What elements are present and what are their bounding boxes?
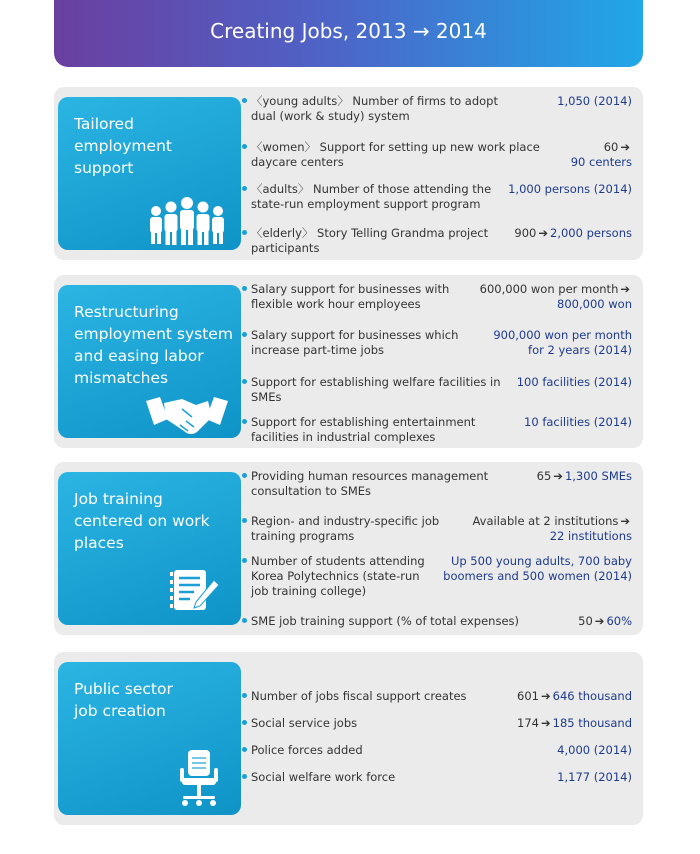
arrow-right-icon: ➔ bbox=[620, 514, 630, 528]
list-item bbox=[242, 743, 632, 759]
bullet bbox=[242, 558, 247, 563]
item-text: Support for establishing welfare facilities in SMEs bbox=[251, 375, 501, 404]
document-pen-icon bbox=[170, 566, 220, 616]
bullet bbox=[242, 693, 247, 698]
bullet bbox=[242, 747, 247, 752]
bullet bbox=[242, 419, 247, 424]
bullet bbox=[242, 230, 247, 235]
item-text: Support for establishing entertainment facilities in industrial complexes bbox=[251, 415, 476, 444]
bullet bbox=[242, 144, 247, 149]
item-text: Salary support for businesses with flexible work hour employees bbox=[251, 282, 450, 311]
item-text: Police forces added bbox=[251, 743, 363, 757]
list-item bbox=[242, 514, 632, 546]
item-text: Number of jobs fiscal support creates bbox=[251, 689, 467, 703]
section-title: Public sector job creation bbox=[74, 680, 173, 720]
bullet bbox=[242, 473, 247, 478]
list-item bbox=[242, 375, 632, 407]
office-chair-icon bbox=[178, 750, 220, 808]
page-header bbox=[54, 0, 643, 67]
bullet bbox=[242, 720, 247, 725]
item-text: 〈women〉 Support for setting up new work place daycare centers bbox=[251, 140, 540, 169]
item-value: 900,000 won per month for 2 years (2014) bbox=[493, 328, 632, 357]
item-text: 〈elderly〉 Story Telling Grandma project participants bbox=[251, 226, 489, 255]
page-title: Creating Jobs, 2013 → 2014 bbox=[210, 19, 487, 43]
item-value: 100 facilities (2014) bbox=[516, 375, 632, 389]
bullet bbox=[242, 618, 247, 623]
item-text: SME job training support (% of total expenses) bbox=[251, 614, 519, 628]
item-value: 60 ➔ 90 centers bbox=[570, 140, 632, 169]
section-restructuring-employment bbox=[54, 275, 643, 448]
people-group-icon bbox=[146, 197, 228, 247]
section-tile bbox=[58, 97, 241, 250]
arrow-right-icon: ➔ bbox=[538, 226, 548, 240]
item-value: Available at 2 institutions ➔ 22 institutions bbox=[472, 514, 632, 543]
item-text: Social welfare work force bbox=[251, 770, 396, 784]
list-item bbox=[242, 716, 632, 732]
item-text: Region- and industry-specific job training programs bbox=[251, 514, 440, 543]
item-value: 601 ➔ 646 thousand bbox=[517, 689, 632, 703]
item-text: Providing human resources management consultation to SMEs bbox=[251, 469, 489, 498]
arrow-right-icon: ➔ bbox=[541, 689, 551, 703]
list-item bbox=[242, 226, 632, 258]
item-value: 1,177 (2014) bbox=[557, 770, 632, 784]
bullet bbox=[242, 518, 247, 523]
list-item bbox=[242, 770, 632, 786]
list-item bbox=[242, 282, 632, 314]
item-text: Number of students attending Korea Polytechnics (state-run job training college) bbox=[251, 554, 425, 598]
section-public-sector bbox=[54, 652, 643, 825]
section-title: Tailored employment support bbox=[74, 115, 172, 177]
item-value: 1,000 persons (2014) bbox=[508, 182, 632, 196]
section-tile bbox=[58, 472, 241, 625]
item-value: Up 500 young adults, 700 baby boomers and 500 women (2014) bbox=[443, 554, 632, 583]
bullet bbox=[242, 98, 247, 103]
bullet bbox=[242, 379, 247, 384]
item-value: 65 ➔ 1,300 SMEs bbox=[536, 469, 632, 483]
list-item bbox=[242, 94, 632, 126]
arrow-right-icon: ➔ bbox=[553, 469, 563, 483]
bullet bbox=[242, 332, 247, 337]
item-value: 1,050 (2014) bbox=[557, 94, 632, 108]
section-title: Job training centered on work places bbox=[74, 490, 210, 552]
section-title: Restructuring employment system and easing labor mismatches bbox=[74, 303, 233, 387]
list-item bbox=[242, 554, 632, 602]
item-text: 〈young adults〉 Number of firms to adopt dual (work & study) system bbox=[251, 94, 498, 123]
bullet bbox=[242, 186, 247, 191]
item-text: Salary support for businesses which increase part-time jobs bbox=[251, 328, 459, 357]
item-value: 10 facilities (2014) bbox=[524, 415, 632, 429]
item-value: 50 ➔ 60% bbox=[578, 614, 632, 628]
bullet bbox=[242, 286, 247, 291]
item-text: 〈adults〉 Number of those attending the state-run employment support program bbox=[251, 182, 492, 211]
item-value: 900 ➔ 2,000 persons bbox=[514, 226, 632, 240]
arrow-right-icon: ➔ bbox=[594, 614, 605, 628]
handshake-icon bbox=[146, 395, 228, 437]
arrow-right-icon: ➔ bbox=[620, 140, 630, 154]
item-text: Social service jobs bbox=[251, 716, 358, 730]
list-item bbox=[242, 469, 632, 501]
item-value: 4,000 (2014) bbox=[557, 743, 632, 757]
section-tile bbox=[58, 662, 241, 815]
arrow-right-icon: ➔ bbox=[620, 282, 630, 296]
list-item bbox=[242, 140, 632, 172]
bullet bbox=[242, 774, 247, 779]
item-value: 174 ➔ 185 thousand bbox=[517, 716, 632, 730]
list-item bbox=[242, 328, 632, 360]
section-tile bbox=[58, 285, 241, 438]
list-item bbox=[242, 689, 632, 705]
item-value: 600,000 won per month ➔ 800,000 won bbox=[479, 282, 632, 311]
list-item bbox=[242, 182, 632, 214]
list-item bbox=[242, 614, 632, 630]
section-tailored-employment bbox=[54, 87, 643, 260]
arrow-right-icon: ➔ bbox=[541, 716, 551, 730]
list-item bbox=[242, 415, 632, 447]
section-job-training bbox=[54, 462, 643, 635]
